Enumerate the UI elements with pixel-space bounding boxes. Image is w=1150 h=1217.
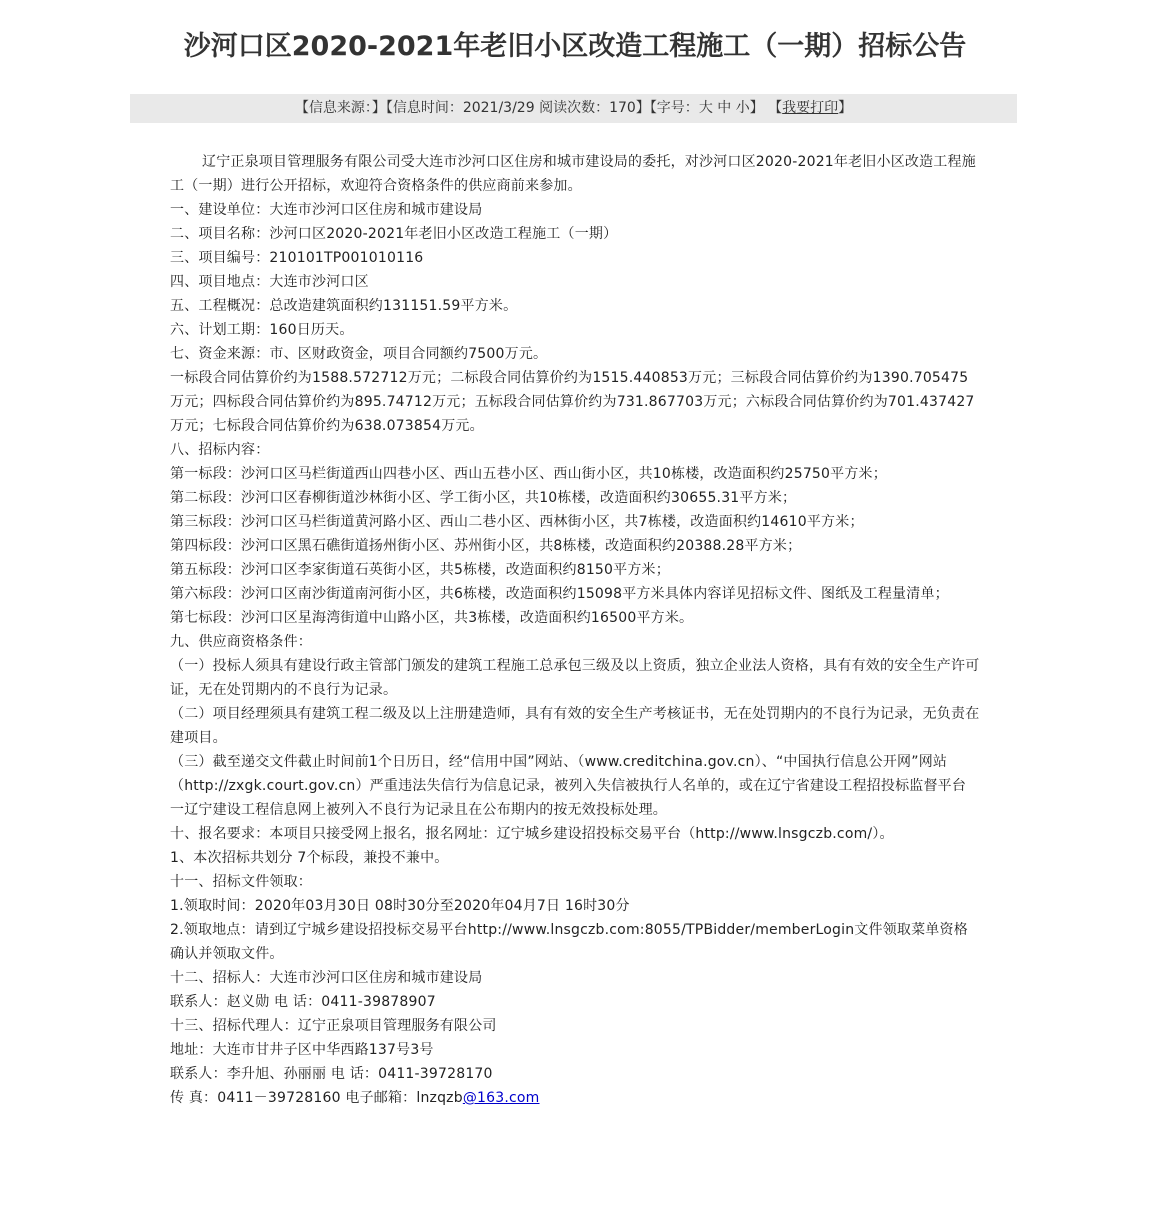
fontsize-small-button[interactable]: 小 bbox=[735, 100, 750, 116]
agent-fax-email bbox=[170, 1086, 980, 1110]
section-funding: 七、资金来源：市、区财政资金，项目合同额约7500万元。 bbox=[170, 346, 548, 362]
fontsize-label: 【字号： bbox=[649, 100, 699, 116]
lot-item: 第三标段：沙河口区马栏街道黄河路小区、西山二巷小区、西林街小区，共7栋楼，改造面积约14610平方米； bbox=[170, 514, 864, 530]
fontsize-end: 】 bbox=[749, 100, 764, 116]
section-documents: 十一、招标文件领取： bbox=[170, 874, 312, 890]
registration-note: 1、本次招标共划分 7个标段，兼投不兼中。 bbox=[170, 850, 449, 866]
lot-item: 第七标段：沙河口区星海湾街道中山路小区，共3栋楼，改造面积约16500平方米。 bbox=[170, 610, 694, 626]
fontsize-medium-button[interactable]: 中 bbox=[717, 100, 732, 116]
print-close: 】 bbox=[838, 100, 853, 116]
section-project-number: 三、项目编号：210101TP001010116 bbox=[170, 250, 424, 266]
intro-paragraph: 辽宁正泉项目管理服务有限公司受大连市沙河口区住房和城市建设局的委托，对沙河口区2020-2021年老旧小区改造工程施工（一期）进行公开招标，欢迎符合资格条件的供应商前来参加。 bbox=[170, 154, 976, 194]
reads-label: 阅读次数： bbox=[539, 100, 610, 116]
section-location: 四、项目地点：大连市沙河口区 bbox=[170, 274, 369, 290]
section-tenderer: 十二、招标人：大连市沙河口区住房和城市建设局 bbox=[170, 970, 483, 986]
time-value: 2021/3/29 bbox=[462, 100, 535, 116]
source-label: 【信息来源：】 bbox=[294, 100, 386, 116]
lot-item: 第六标段：沙河口区南沙街道南河街小区，共6栋楼，改造面积约15098平方米具体内容详见招标文件、图纸及工程量清单； bbox=[170, 586, 949, 602]
section-agent: 十三、招标代理人：辽宁正泉项目管理服务有限公司 bbox=[170, 1018, 497, 1034]
documents-place: 2.领取地点：请到辽宁城乡建设招投标交易平台http://www.lnsgczb.com:8055/TPBidder/memberLogin文件领取菜单资格确认并领取文件。 bbox=[170, 922, 968, 962]
time-label: 【信息时间： bbox=[385, 100, 463, 116]
agent-address: 地址：大连市甘井子区中华西路137号3号 bbox=[170, 1042, 434, 1058]
section-scope: 八、招标内容： bbox=[170, 442, 270, 458]
section-qualifications: 九、供应商资格条件： bbox=[170, 634, 312, 650]
lot-item: 第四标段：沙河口区黑石礁街道扬州街小区、苏州街小区，共8栋楼，改造面积约20388.28平方米； bbox=[170, 538, 802, 554]
tenderer-contact: 联系人：赵义勋 电 话：0411-39878907 bbox=[170, 994, 436, 1010]
section-builder: 一、建设单位：大连市沙河口区住房和城市建设局 bbox=[170, 202, 483, 218]
qualification-item: （一）投标人须具有建设行政主管部门颁发的建筑工程施工总承包三级及以上资质，独立企业法人资格，具有有效的安全生产许可证，无在处罚期内的不良行为记录。 bbox=[170, 658, 980, 698]
email-link[interactable]: @163.com bbox=[462, 1090, 540, 1106]
reads-value: 170 bbox=[609, 100, 636, 116]
qualification-item: （二）项目经理须具有建筑工程二级及以上注册建造师，具有有效的安全生产考核证书，无在处罚期内的不良行为记录，无负责在建项目。 bbox=[170, 706, 980, 746]
page-title: 沙河口区2020-2021年老旧小区改造工程施工（一期）招标公告 bbox=[183, 31, 967, 62]
print-open: 【 bbox=[768, 100, 783, 116]
section-registration: 十、报名要求：本项目只接受网上报名，报名网址：辽宁城乡建设招投标交易平台（http://www.lnsgczb.com/）。 bbox=[170, 826, 894, 842]
section-funding-detail: 一标段合同估算价约为1588.572712万元；二标段合同估算价约为1515.440853万元；三标段合同估算价约为1390.705475万元；四标段合同估算价约为895.74712万元；五标段合同估算价约为731.867703万元；六标段合同估算价约为701.437427万元；七标段合同估算价约为638.073854万元。 bbox=[170, 370, 975, 434]
info-bar bbox=[130, 94, 1017, 123]
print-link[interactable]: 我要打印 bbox=[782, 100, 839, 116]
lot-item: 第二标段：沙河口区春柳街道沙林街小区、学工街小区，共10栋楼，改造面积约30655.31平方米； bbox=[170, 490, 797, 506]
article-body bbox=[170, 150, 980, 1110]
reads-end: 】 bbox=[635, 100, 650, 116]
section-overview: 五、工程概况：总改造建筑面积约131151.59平方米。 bbox=[170, 298, 518, 314]
fontsize-large-button[interactable]: 大 bbox=[698, 100, 713, 116]
agent-contact: 联系人：李升旭、孙丽丽 电 话：0411-39728170 bbox=[170, 1066, 493, 1082]
section-duration: 六、计划工期：160日历天。 bbox=[170, 322, 354, 338]
lot-item: 第五标段：沙河口区李家街道石英街小区，共5栋楼，改造面积约8150平方米； bbox=[170, 562, 670, 578]
fax-text: 传 真：0411－39728160 电子邮箱：lnzqzb bbox=[170, 1090, 463, 1106]
qualification-item: （三）截至递交文件截止时间前1个日历日，经“信用中国”网站、（www.creditchina.gov.cn）、“中国执行信息公开网”网站（http://zxgk.court.gov.cn）严重违法失信行为信息记录，被列入失信被执行人名单的，或在辽宁省建设工程招投标监督平台一辽宁建设工程信息网上被列入不良行为记录且在公布期内的按无效投标处理。 bbox=[170, 754, 967, 818]
section-project-name: 二、项目名称：沙河口区2020-2021年老旧小区改造工程施工（一期） bbox=[170, 226, 618, 242]
lot-item: 第一标段：沙河口区马栏街道西山四巷小区、西山五巷小区、西山街小区，共10栋楼，改造面积约25750平方米； bbox=[170, 466, 887, 482]
documents-time: 1.领取时间：2020年03月30日 08时30分至2020年04月7日 16时30分 bbox=[170, 898, 630, 914]
